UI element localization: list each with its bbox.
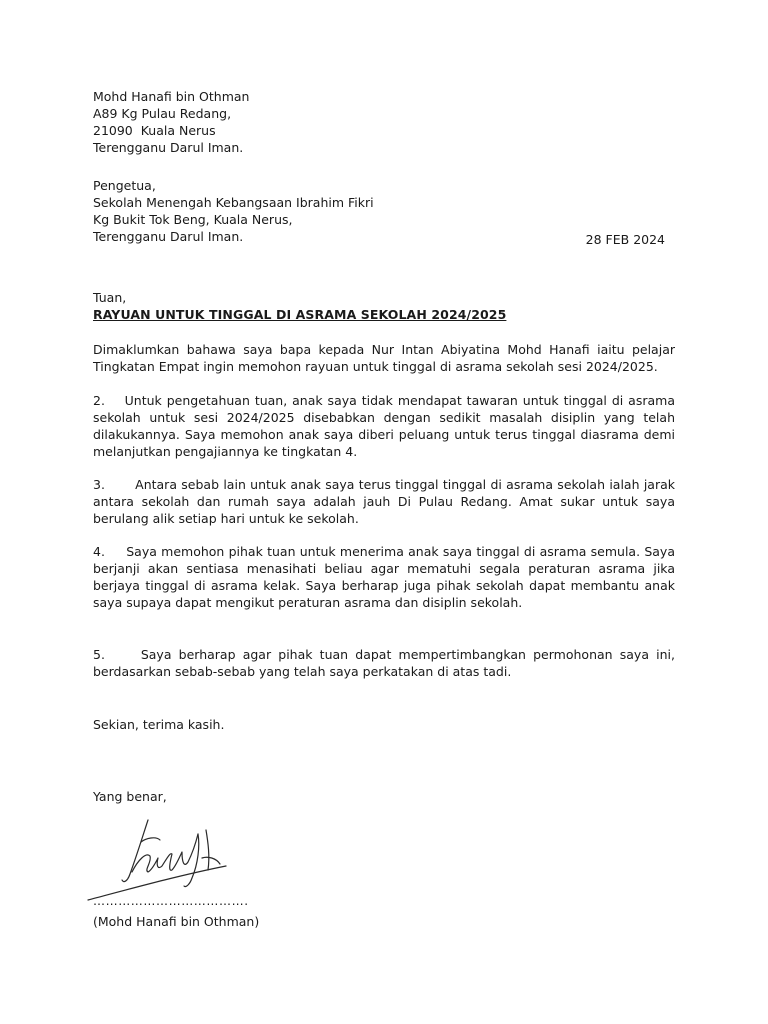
paragraph-2-text: 2. Untuk pengetahuan tuan, anak saya tidak mendapat tawaran untuk tinggal di asrama sekolah untuk sesi 2024/2025 disebabkan dengan sedikit masalah disiplin yang telah dilakukannya. Saya memohon anak saya diberi peluang untuk terus tinggal diasrama demi melanjutkan pengajiannya ke tingkatan 4. — [93, 393, 675, 459]
recipient-address-line-1: Kg Bukit Tok Beng, Kuala Nerus, — [93, 212, 293, 227]
signature-line: ………………………………. — [93, 894, 249, 908]
paragraph-3-text: 3. Antara sebab lain untuk anak saya terus tinggal tinggal di asrama sekolah ialah jarak antara sekolah dan rumah saya adalah jauh Di Pulau Redang. Amat sukar untuk saya berulang alik setiap hari untuk ke sekolah. — [93, 477, 675, 526]
sender-address-line-3: Terengganu Darul Iman. — [93, 140, 244, 155]
recipient-school: Sekolah Menengah Kebangsaan Ibrahim Fikri — [93, 195, 374, 210]
sender-address-line-1: A89 Kg Pulau Redang, — [93, 106, 232, 121]
handwritten-signature — [86, 812, 236, 907]
salutation: Tuan, — [93, 290, 127, 305]
recipient-title: Pengetua, — [93, 178, 156, 193]
closing-text: Sekian, terima kasih. — [93, 717, 225, 732]
paragraph-5 — [93, 646, 675, 680]
paragraph-intro — [93, 341, 675, 375]
signatory-block — [93, 913, 675, 930]
paragraph-4-text: 4. Saya memohon pihak tuan untuk menerima anak saya tinggal di asrama semula. Saya berjanji akan sentiasa menasihati beliau agar mematuhi segala peraturan asrama jika berjaya tinggal di asrama kelak. Saya berharap juga pihak sekolah dapat membantu anak saya supaya dapat mengikut peraturan asrama dan disiplin sekolah. — [93, 544, 675, 610]
sender-name: Mohd Hanafi bin Othman — [93, 89, 250, 104]
sign-off-text: Yang benar, — [93, 789, 167, 804]
signatory-name: (Mohd Hanafi bin Othman) — [93, 914, 260, 929]
sender-address-line-2: 21090 Kuala Nerus — [93, 123, 216, 138]
paragraph-intro-text: Dimaklumkan bahawa saya bapa kepada Nur Intan Abiyatina Mohd Hanafi iaitu pelajar Tingkatan Empat ingin memohon rayuan untuk tinggal di asrama sekolah sesi 2024/2025. — [93, 342, 675, 374]
paragraph-2 — [93, 392, 675, 460]
recipient-address-line-2: Terengganu Darul Iman. — [93, 229, 244, 244]
paragraph-4 — [93, 543, 675, 611]
letter-date: 28 FEB 2024 — [585, 232, 665, 247]
sign-off-block — [93, 788, 675, 805]
closing-block — [93, 716, 675, 733]
subject-heading: RAYUAN UNTUK TINGGAL DI ASRAMA SEKOLAH 2024/2025 — [93, 307, 507, 322]
paragraph-5-text: 5. Saya berharap agar pihak tuan dapat mempertimbangkan permohonan saya ini, berdasarkan sebab-sebab yang telah saya perkatakan di atas tadi. — [93, 647, 675, 679]
sender-address — [93, 88, 675, 156]
paragraph-3 — [93, 476, 675, 527]
salutation-block — [93, 289, 675, 323]
